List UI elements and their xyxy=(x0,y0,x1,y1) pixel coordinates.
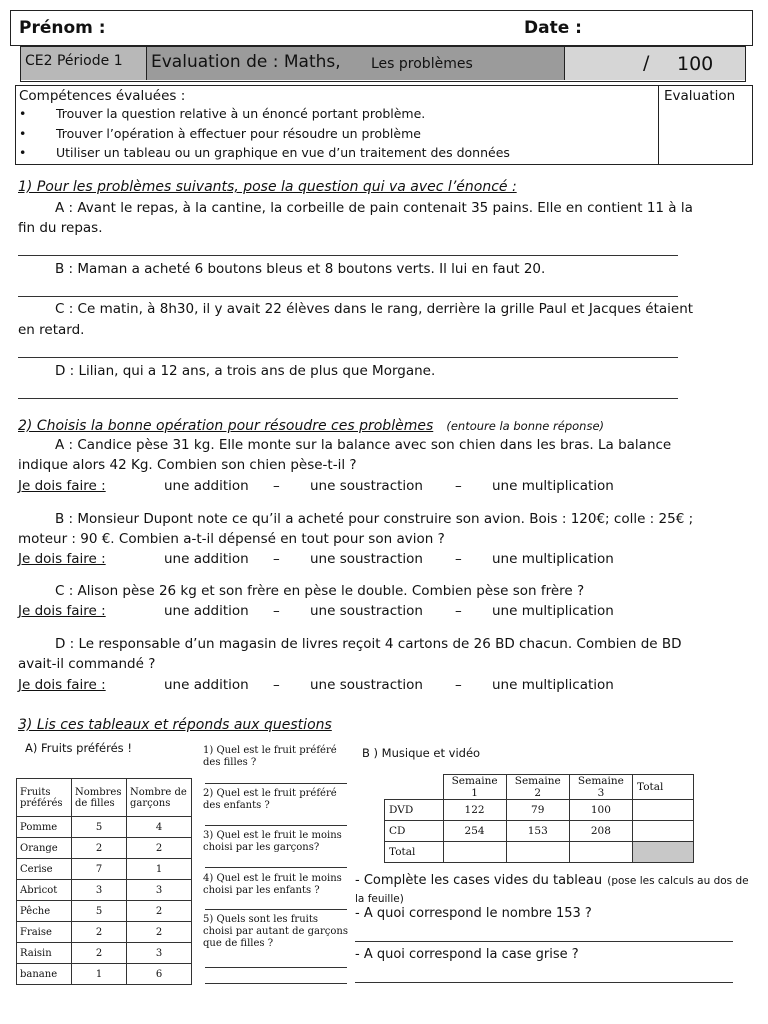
cell-value: 208 xyxy=(569,821,632,842)
problem-2d-line1: D : Le responsable d’un magasin de livres reçoit 4 cartons de 26 BD chacun. Combien de BD xyxy=(55,636,682,652)
bullet-icon: • xyxy=(19,145,27,160)
fruit-name: Raisin xyxy=(17,943,72,964)
table-header-cell: Fruits préférés xyxy=(17,779,72,817)
choice-addition[interactable]: une addition xyxy=(164,603,249,619)
fruit-name: Fraise xyxy=(17,922,72,943)
problem-2a-line2: indique alors 42 Kg. Combien son chien pèse-t-il ? xyxy=(18,457,357,473)
fruit-name: Orange xyxy=(17,838,72,859)
music-table xyxy=(384,774,694,863)
answer-line-1d[interactable] xyxy=(18,398,678,399)
girls-count: 2 xyxy=(72,838,127,859)
dash: – xyxy=(273,603,280,619)
choice-multiplication[interactable]: une multiplication xyxy=(492,677,614,693)
answer-line-q3[interactable] xyxy=(205,867,347,868)
empty-cell[interactable] xyxy=(443,842,506,863)
je-dois-faire: Je dois faire : xyxy=(18,478,106,494)
choice-addition[interactable]: une addition xyxy=(164,551,249,567)
boys-count: 2 xyxy=(127,922,192,943)
table-row xyxy=(385,842,694,863)
dash: – xyxy=(455,677,462,693)
fruit-name: banane xyxy=(17,964,72,985)
table-header-row xyxy=(17,779,192,817)
boys-count: 2 xyxy=(127,901,192,922)
girls-count: 7 xyxy=(72,859,127,880)
choice-row-2c xyxy=(18,603,718,621)
fruit-name: Pêche xyxy=(17,901,72,922)
fruit-name: Cerise xyxy=(17,859,72,880)
row-label: Total xyxy=(385,842,444,863)
choice-addition[interactable]: une addition xyxy=(164,677,249,693)
choice-row-2d xyxy=(18,677,718,695)
table-header-cell: Nombres de filles xyxy=(72,779,127,817)
girls-count: 5 xyxy=(72,901,127,922)
competence-item: • Utiliser un tableau ou un graphique en vue d’un traitement des données xyxy=(19,145,510,160)
je-dois-faire: Je dois faire : xyxy=(18,677,106,693)
competence-item: • Trouver la question relative à un énoncé portant problème. xyxy=(19,106,426,121)
je-dois-faire: Je dois faire : xyxy=(18,603,106,619)
class-cell xyxy=(21,47,147,80)
score-slash: / xyxy=(643,52,650,74)
boys-count: 2 xyxy=(127,838,192,859)
section1-title: 1) Pour les problèmes suivants, pose la question qui va avec l’énoncé : xyxy=(18,179,517,195)
problem-2a-line1: A : Candice pèse 31 kg. Elle monte sur la balance avec son chien dans les bras. La balance xyxy=(55,437,672,453)
cell-value: 153 xyxy=(506,821,569,842)
row-label: CD xyxy=(385,821,444,842)
table-header-cell: Semaine 2 xyxy=(506,775,569,800)
fruit-question-5: 5) Quels sont les fruits choisi par autant de garçons que de filles ? xyxy=(203,914,348,949)
girls-count: 5 xyxy=(72,817,127,838)
eval-prefix: Evaluation de : Maths, xyxy=(151,52,341,72)
answer-line-153[interactable] xyxy=(355,941,733,942)
cell-value: 254 xyxy=(443,821,506,842)
problem-2c: C : Alison pèse 26 kg et son frère en pèse le double. Combien pèse son frère ? xyxy=(55,583,585,599)
dash: – xyxy=(273,677,280,693)
answer-line-q1[interactable] xyxy=(205,783,347,784)
table-row xyxy=(17,859,192,880)
table-header-row xyxy=(385,775,694,800)
fruit-question-1: 1) Quel est le fruit préféré des filles ? xyxy=(203,745,337,768)
girls-count: 2 xyxy=(72,943,127,964)
score-total: 100 xyxy=(677,53,714,75)
problem-1a-line1: A : Avant le repas, à la cantine, la corbeille de pain contenait 35 pains. Elle en contient 11 à la xyxy=(55,200,693,216)
section3-title: 3) Lis ces tableaux et réponds aux questions xyxy=(18,717,332,733)
grey-cell xyxy=(633,842,694,863)
section2-hint: (entoure la bonne réponse) xyxy=(446,419,605,433)
problem-1d: D : Lilian, qui a 12 ans, a trois ans de plus que Morgane. xyxy=(55,363,436,379)
choice-multiplication[interactable]: une multiplication xyxy=(492,551,614,567)
fruits-title: A) Fruits préférés ! xyxy=(25,741,132,755)
fruit-question-4: 4) Quel est le fruit le moins choisi par les enfants ? xyxy=(203,873,342,896)
answer-line-1c[interactable] xyxy=(18,357,678,358)
dash: – xyxy=(455,551,462,567)
answer-line-1b[interactable] xyxy=(18,296,678,297)
choice-soustraction[interactable]: une soustraction xyxy=(310,677,423,693)
problem-2b-line2: moteur : 90 €. Combien a-t-il dépensé en tout pour son avion ? xyxy=(18,531,445,547)
choice-multiplication[interactable]: une multiplication xyxy=(492,478,614,494)
fruits-table xyxy=(16,778,192,985)
table-header-cell: Nombre de garçons xyxy=(127,779,192,817)
section2-title: 2) Choisis la bonne opération pour résoudre ces problèmes xyxy=(18,418,434,434)
dash: – xyxy=(455,478,462,494)
table-row xyxy=(385,821,694,842)
dash: – xyxy=(273,478,280,494)
instruction-1-hint: (pose les calculs au dos de la feuille) xyxy=(355,875,749,905)
class-label: CE2 Période 1 xyxy=(25,53,123,69)
prenom-label: Prénom : xyxy=(19,18,106,38)
fruit-question-3: 3) Quel est le fruit le moins choisi par les garçons? xyxy=(203,830,342,853)
competence-item: • Trouver l’opération à effectuer pour résoudre un problème xyxy=(19,126,421,141)
problem-1a-line2: fin du repas. xyxy=(18,220,103,236)
answer-line-q5b[interactable] xyxy=(205,983,347,984)
instruction-1: - Complète les cases vides du tableau (pose les calculs au dos de la feuille) xyxy=(355,873,749,905)
section2-heading xyxy=(18,415,604,434)
choice-soustraction[interactable]: une soustraction xyxy=(310,478,423,494)
competences-title: Compétences évaluées : xyxy=(19,88,186,104)
table-header-cell: Total xyxy=(633,775,694,800)
eval-cell xyxy=(147,47,565,80)
table-row xyxy=(17,817,192,838)
boys-count: 3 xyxy=(127,943,192,964)
boys-count: 3 xyxy=(127,880,192,901)
empty-cell[interactable] xyxy=(633,821,694,842)
table-row xyxy=(17,901,192,922)
fruit-question-2: 2) Quel est le fruit préféré des enfants ? xyxy=(203,788,337,811)
answer-line-q4[interactable] xyxy=(205,909,347,910)
problem-1c-line2: en retard. xyxy=(18,322,85,338)
instruction-3: - A quoi correspond la case grise ? xyxy=(355,947,579,962)
girls-count: 1 xyxy=(72,964,127,985)
evaluation-label: Evaluation xyxy=(664,88,736,104)
competences-box xyxy=(15,85,753,165)
girls-count: 2 xyxy=(72,922,127,943)
boys-count: 4 xyxy=(127,817,192,838)
empty-cell[interactable] xyxy=(506,842,569,863)
problem-2b-line1: B : Monsieur Dupont note ce qu’il a acheté pour construire son avion. Bois : 120€; colle : 25€ ; xyxy=(55,511,694,527)
bullet-icon: • xyxy=(19,126,27,141)
fruit-name: Pomme xyxy=(17,817,72,838)
problem-1c-line1: C : Ce matin, à 8h30, il y avait 22 élèves dans le rang, derrière la grille Paul et Jacques étaient xyxy=(55,301,694,317)
cell-value: 100 xyxy=(569,800,632,821)
table-row xyxy=(385,800,694,821)
choice-soustraction[interactable]: une soustraction xyxy=(310,603,423,619)
eval-subject: Les problèmes xyxy=(371,56,473,72)
empty-cell[interactable] xyxy=(633,800,694,821)
table-row xyxy=(17,964,192,985)
problem-1b: B : Maman a acheté 6 boutons bleus et 8 boutons verts. Il lui en faut 20. xyxy=(55,261,546,277)
table-header-cell: Semaine 3 xyxy=(569,775,632,800)
corner-cell xyxy=(385,775,444,800)
row-label: DVD xyxy=(385,800,444,821)
boys-count: 6 xyxy=(127,964,192,985)
date-label: Date : xyxy=(524,18,582,38)
title-bar xyxy=(20,46,746,82)
answer-line-grey[interactable] xyxy=(355,982,733,983)
dash: – xyxy=(455,603,462,619)
boys-count: 1 xyxy=(127,859,192,880)
music-title: B ) Musique et vidéo xyxy=(362,746,481,760)
table-row xyxy=(17,838,192,859)
answer-line-1a[interactable] xyxy=(18,255,678,256)
je-dois-faire: Je dois faire : xyxy=(18,551,106,567)
choice-soustraction[interactable]: une soustraction xyxy=(310,551,423,567)
cell-value: 122 xyxy=(443,800,506,821)
fruit-name: Abricot xyxy=(17,880,72,901)
name-date-box xyxy=(10,10,753,46)
answer-line-q2[interactable] xyxy=(205,825,347,826)
answer-line-q5a[interactable] xyxy=(205,967,347,968)
table-row xyxy=(17,922,192,943)
cell-value: 79 xyxy=(506,800,569,821)
instruction-2: - A quoi correspond le nombre 153 ? xyxy=(355,906,592,921)
choice-row-2b xyxy=(18,551,718,569)
girls-count: 3 xyxy=(72,880,127,901)
choice-addition[interactable]: une addition xyxy=(164,478,249,494)
choice-multiplication[interactable]: une multiplication xyxy=(492,603,614,619)
empty-cell[interactable] xyxy=(569,842,632,863)
problem-2d-line2: avait-il commandé ? xyxy=(18,656,156,672)
table-header-cell: Semaine 1 xyxy=(443,775,506,800)
score-cell xyxy=(565,47,745,80)
bullet-icon: • xyxy=(19,106,27,121)
dash: – xyxy=(273,551,280,567)
choice-row-2a xyxy=(18,478,718,496)
table-row xyxy=(17,880,192,901)
table-row xyxy=(17,943,192,964)
